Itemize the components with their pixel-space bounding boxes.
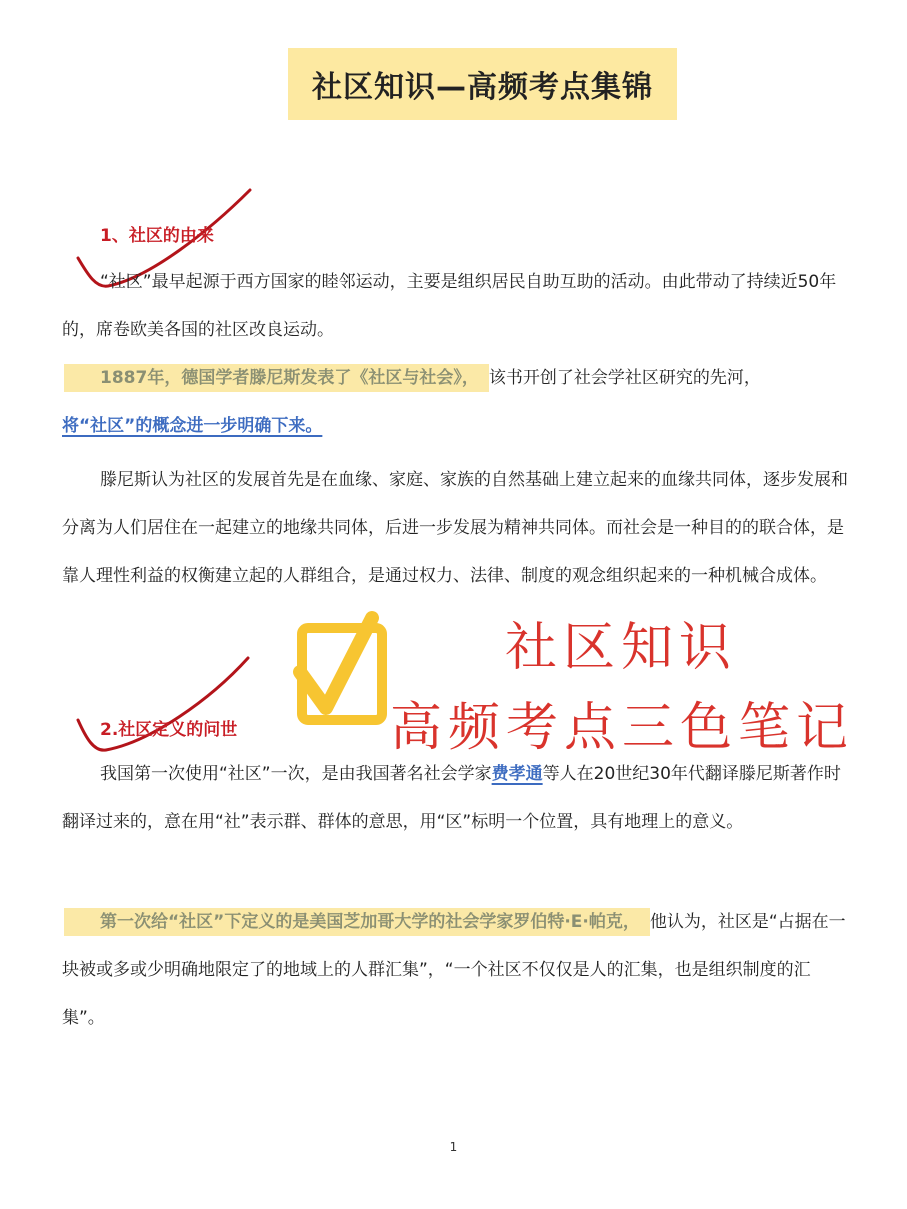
section1-paragraph2: 1887年，德国学者滕尼斯发表了《社区与社会》， 该书开创了社会学社区研究的先河， 将“社区”的概念进一步明确下来。 <box>62 354 852 450</box>
overlay-line2: 高频考点三色笔记 <box>390 698 855 758</box>
section1-paragraph1: “社区”最早起源于西方国家的睦邻运动，主要是组织居民自助互助的活动。由此带动了持续近50年的，席卷欧美各国的社区改良运动。 <box>62 272 837 340</box>
fei-xiaotong-link: 费孝通 <box>491 764 543 784</box>
section2-heading: 2.社区定义的问世 <box>100 720 238 740</box>
section2-paragraph1: 我国第一次使用“社区”一次，是由我国著名社会学家费孝通等人在20世纪30年代翻译滕尼斯著作时翻译过来的，意在用“社”表示群、群体的意思，用“区”标明一个位置，具有地理上的意义。 <box>62 764 841 832</box>
highlight-park: 第一次给“社区”下定义的是美国芝加哥大学的社会学家罗伯特·E·帕克， <box>64 908 650 936</box>
overlay-line1: 社区知识 <box>505 618 738 678</box>
section2-paragraph2: 第一次给“社区”下定义的是美国芝加哥大学的社会学家罗伯特·E·帕克， 他认为，社区是“占据在一块被或多或少明确地限定了的地域上的人群汇集”，“一个社区不仅仅是人的汇集，也是组织制度的汇集”。 <box>62 898 852 1042</box>
page-title: 社区知识—高频考点集锦 <box>312 70 653 105</box>
section1-paragraph3: 滕尼斯认为社区的发展首先是在血缘、家庭、家族的自然基础上建立起来的血缘共同体，逐步发展和分离为人们居住在一起建立的地缘共同体，后进一步发展为精神共同体。而社会是一种目的的联合体，是靠人理性利益的权衡建立起的人群组合，是通过权力、法律、制度的观念组织起来的一种机械合成体。 <box>62 470 848 586</box>
concept-clarified: 将“社区”的概念进一步明确下来。 <box>62 416 323 436</box>
title-banner <box>288 48 677 120</box>
checkbox-tick <box>300 618 372 708</box>
page-number: 1 <box>449 1140 458 1154</box>
section1-heading: 1、社区的由来 <box>100 226 214 246</box>
highlight-tonnies: 1887年，德国学者滕尼斯发表了《社区与社会》， <box>64 364 489 392</box>
checkbox-frame <box>302 628 382 720</box>
